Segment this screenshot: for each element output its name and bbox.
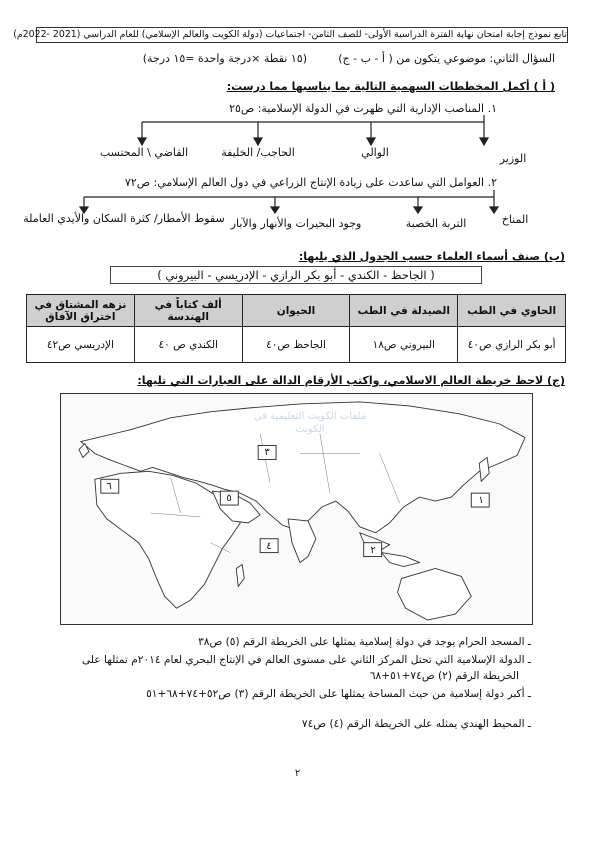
factor-label-climate: المناخ [501,213,529,226]
table-header-cell: ألف كتاباً في الهندسة [134,295,242,327]
answer-line-3: ـ أكبر دولة إسلامية من حيث المساحة يمثلها على الخريطة الرقم (٣) ص٥٢+٧٤+٦٨+٥١ [146,688,531,700]
table-header-cell: نزهه المشتاق في اختراق الآفاق [27,295,135,327]
table-header-row [27,295,566,327]
table-header-cell: الحيوان [242,295,350,327]
answer-line-2: ـ الدولة الإسلامية التي تحتل المركز الثاني على مستوى العالم في الإنتاج البحري لعام ٢٠١٤م تمثلها على [81,654,531,666]
map-number-3: ٣ [264,447,270,458]
section-b-heading: (ب) صنف أسماء العلماء حسب الجدول الذي يليها: [298,250,565,263]
map-number-2: ٢ [370,545,376,556]
item1-prompt: ١. المناصب الإدارية التي ظهرت في الدولة الإسلامية: ص٢٥ [229,102,497,115]
question-marks: (١٥ نقطة ×درجة واحدة =١٥ درجة) [142,52,307,65]
header-title: تابع نموذج إجابة امتحان نهاية الفترة الدراسية الأولى- للصف الثامن- اجتماعيات (دولة الكويت والعالم الإسلامي) للعام الدراسي (2021 -2022م) [36,27,568,43]
table-cell: البيروني ص١٨ [350,327,458,363]
map-number-4: ٤ [266,541,272,552]
table-cell: الإدريسي ص٤٢ [27,327,135,363]
map-number-6: ٦ [106,481,112,492]
map-number-5: ٥ [226,493,232,504]
scholars-table [26,294,566,363]
answer-line-2b: الخريطة الرقم (٢) ص٧٤+٥١+٦٨ [369,670,519,682]
factor-label-rain: سقوط الأمطار/ كثرة السكان والأيدي العاملة [23,212,225,225]
factor-label-water: وجود البحيرات والأنهار والآبار [230,217,362,230]
scholar-names: ( الجاحظ - الكندي - أبو بكر الرازي - الإدريسي - البيروني ) [110,266,482,284]
office-label-chamberlain: الحاجب/ الخليفة [221,146,295,159]
table-header-cell: الحاوي في الطب [458,295,566,327]
item2-prompt: ٢. العوامل التي ساعدت على زيادة الإنتاج الزراعي في دول العالم الإسلامي: ص٧٢ [124,176,497,189]
map-number-1: ١ [478,495,484,506]
office-label-judge: القاضي \ المحتسب [99,146,189,159]
section-a-heading: ( أ ) أكمل المخططات السهمية التالية بما يناسبها مما درست: [226,80,555,93]
office-label-vizier: الوزير [499,152,527,165]
page-number: ٢ [294,768,301,779]
office-label-governor: الوالي [361,146,389,159]
answer-line-4: ـ المحيط الهندي يمثله على الخريطة الرقم (٤) ص٧٤ [301,718,531,730]
watermark-text: ملفات الكويت التعليمية في الكويت [253,411,367,435]
answer-line-1: ـ المسجد الحرام يوجد في دولة إسلامية يمثلها على الخريطة الرقم (٥) ص٣٨ [198,636,531,648]
table-cell: الجاحظ ص٤٠ [242,327,350,363]
question-title: السؤال الثاني: موضوعي يتكون من ( أ - ب - ج) [338,52,555,65]
factor-label-soil: التربة الخصبة [405,217,467,230]
table-header-cell: الصيدلة في الطب [350,295,458,327]
table-row [27,327,566,363]
table-cell: الكندي ص ٤٠ [134,327,242,363]
section-c-heading: (ج) لاحظ خريطة العالم الاسلامي، واكتب الأرقام الدالة على العبارات التي تليها: [137,374,565,387]
table-cell: أبو بكر الرازي ص٤٠ [458,327,566,363]
